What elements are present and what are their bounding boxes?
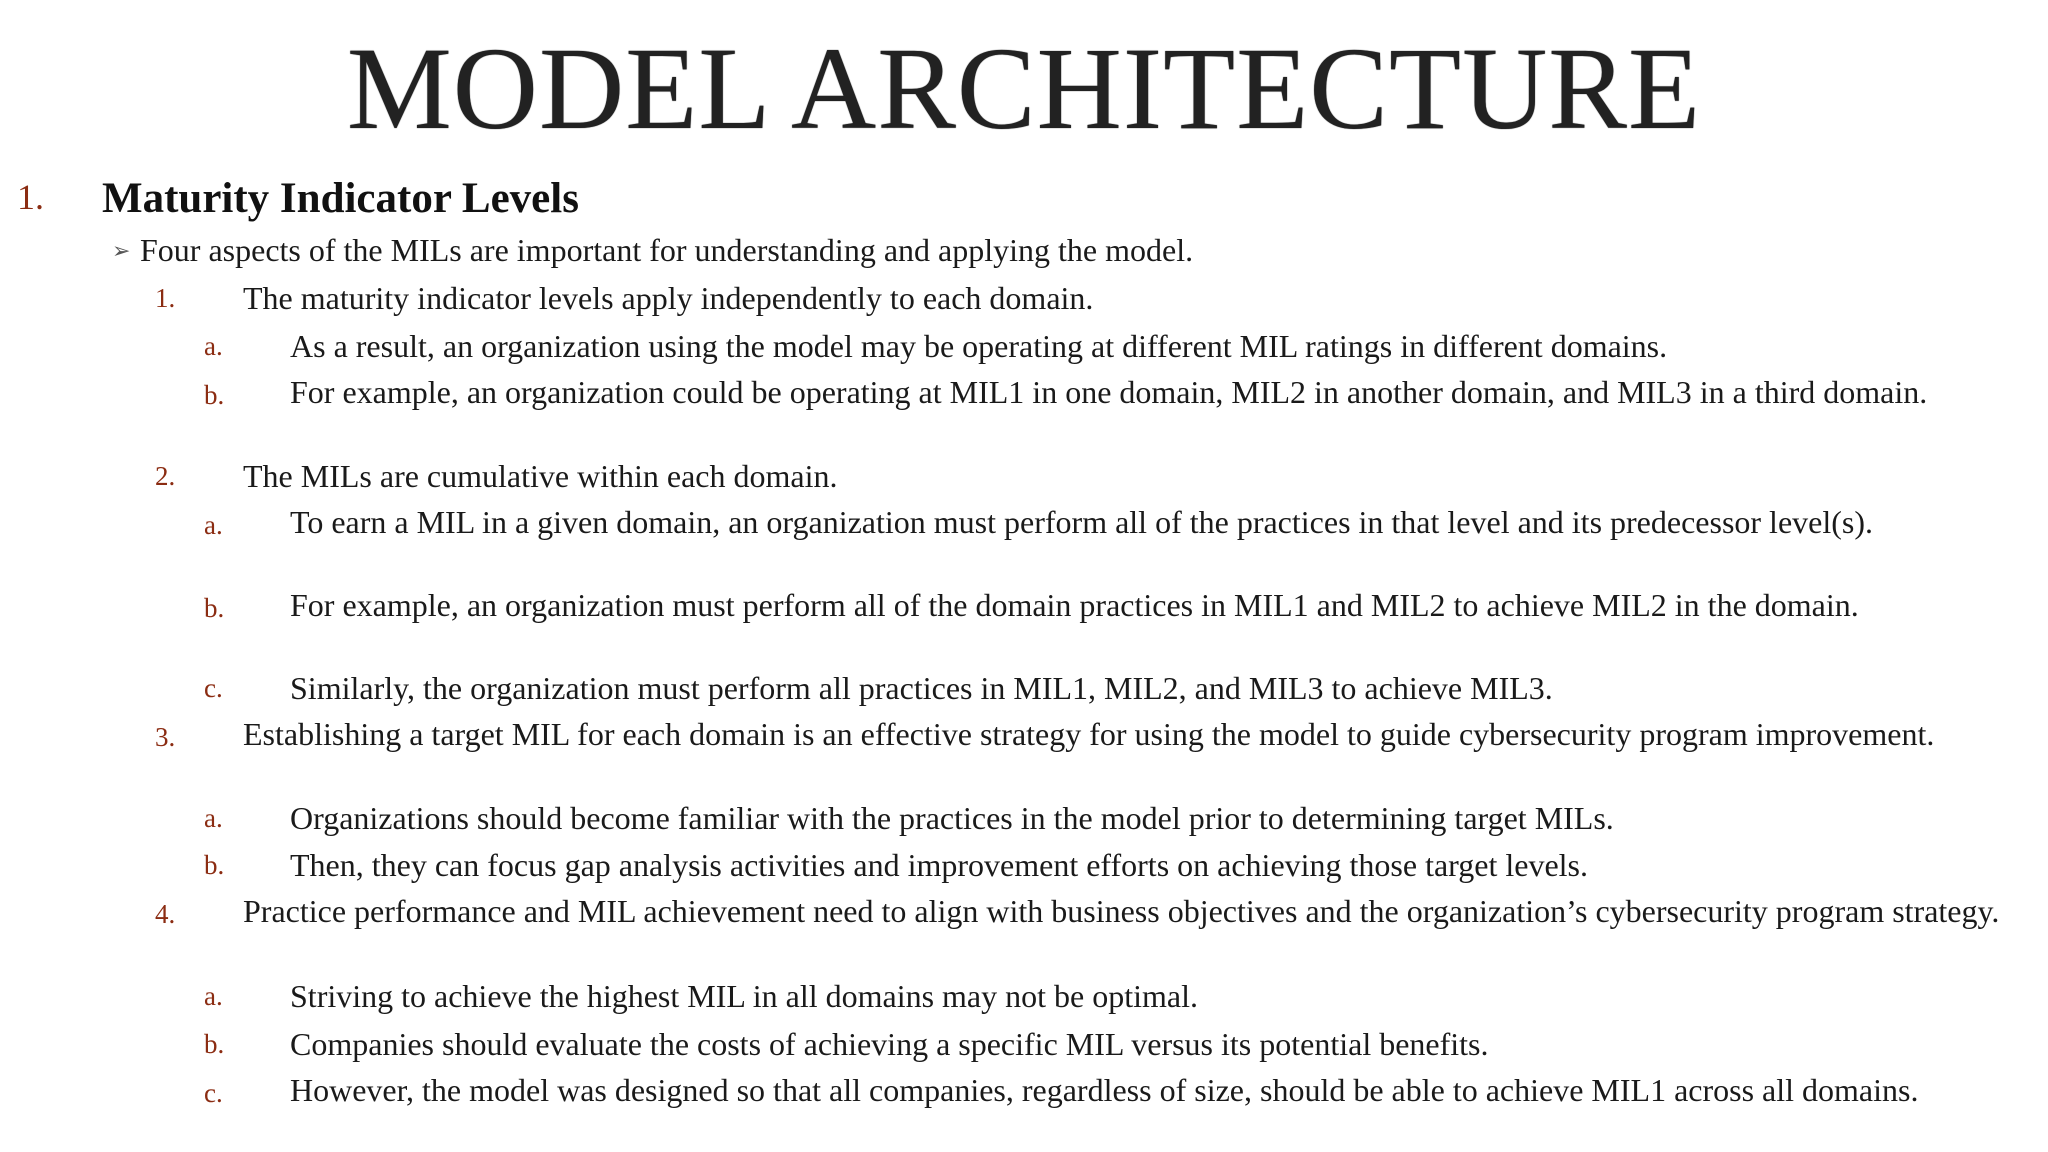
section-heading [17,174,579,223]
sub-letter: a. [204,981,223,1011]
slide-title: MODEL ARCHITECTURE [346,23,1702,154]
aspect-text: The maturity indicator levels apply independently to each domain. [243,280,1094,316]
sub-text: However, the model was designed so that all companies, regardless of size, should be able to achieve MIL1 across all domains. [290,1072,1919,1108]
aspect-item [155,716,2023,752]
sub-item [204,374,2048,410]
sub-text: Similarly, the organization must perform all practices in MIL1, MIL2, and MIL3 to achieve MIL3. [290,670,1553,706]
intro-text: Four aspects of the MILs are important for understanding and applying the model. [140,232,1194,268]
sub-text: For example, an organization could be operating at MIL1 in one domain, MIL2 in another domain, and MIL3 in a third domain. [290,374,1928,410]
sub-item [204,587,2048,623]
sub-item [204,328,1668,365]
sub-item [204,978,1198,1015]
sub-letter: a. [204,510,223,540]
sub-item [204,847,1588,884]
sub-letter: c. [204,673,223,703]
sub-letter: b. [204,380,225,410]
arrow-bullet-icon: ➢ [112,238,131,263]
aspect-number: 2. [155,461,176,491]
aspect-number: 3. [155,722,176,752]
sub-text: Striving to achieve the highest MIL in all domains may not be optimal. [290,978,1198,1014]
aspect-text: The MILs are cumulative within each domain. [243,458,838,494]
intro-bullet [112,232,1194,269]
sub-letter: b. [204,1029,225,1059]
section-number: 1. [17,177,44,217]
aspect-number: 1. [155,283,176,313]
aspect-item [155,458,838,495]
sub-text: Then, they can focus gap analysis activities and improvement efforts on achieving those target levels. [290,847,1588,883]
sub-text: For example, an organization must perform all of the domain practices in MIL1 and MIL2 to achieve MIL2 in the domain. [290,587,1859,623]
sub-letter: a. [204,803,223,833]
sub-letter: c. [204,1078,223,1108]
sub-item [204,1026,1489,1063]
aspect-text: Establishing a target MIL for each domain is an effective strategy for using the model to guide cybersecurity program improvement. [243,716,1935,752]
sub-item [204,1072,2030,1108]
sub-text: Companies should evaluate the costs of achieving a specific MIL versus its potential benefits. [290,1026,1489,1062]
aspect-text: Practice performance and MIL achievement need to align with business objectives and the organization’s cybersecurity program strategy. [243,893,2000,929]
aspect-item [155,280,1094,317]
sub-item [204,670,1553,707]
sub-letter: b. [204,850,225,880]
sub-item [204,800,1614,837]
section-heading-text: Maturity Indicator Levels [102,175,579,222]
sub-text: To earn a MIL in a given domain, an organization must perform all of the practices in that level and its predecessor level(s). [290,504,1873,540]
aspect-item [155,893,2023,929]
sub-text: As a result, an organization using the model may be operating at different MIL ratings in different domains. [290,328,1668,364]
sub-letter: a. [204,331,223,361]
sub-item [204,504,2048,540]
sub-text: Organizations should become familiar with the practices in the model prior to determining target MILs. [290,800,1614,836]
sub-letter: b. [204,593,225,623]
aspect-number: 4. [155,899,176,929]
